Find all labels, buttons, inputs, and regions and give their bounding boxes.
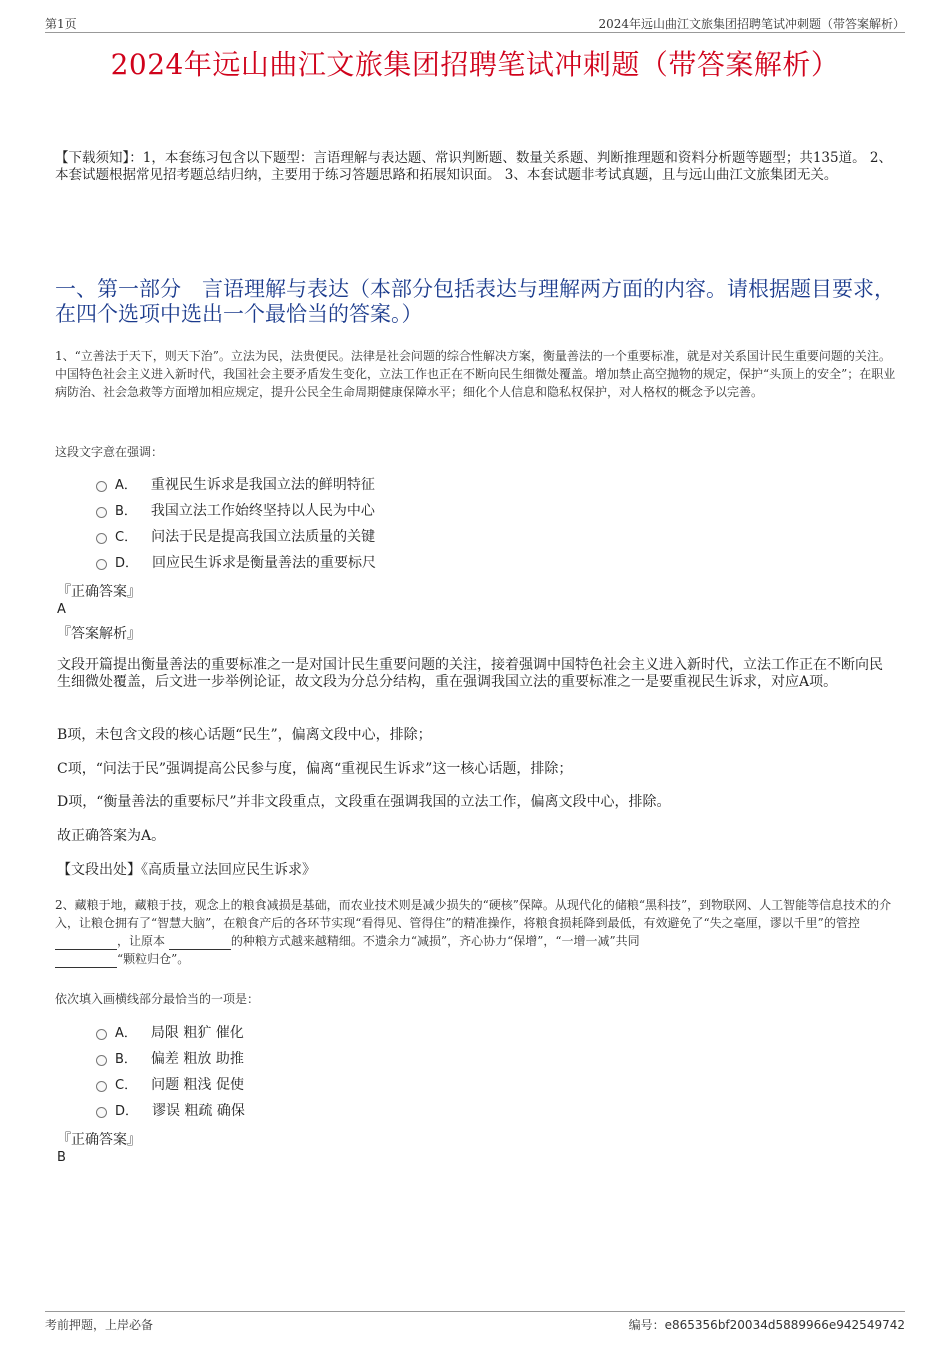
radio-icon[interactable]: [96, 1029, 107, 1040]
footer-slogan: 考前押题，上岸必备: [45, 1318, 154, 1332]
document-title: 2024年远山曲江文旅集团招聘笔试冲刺题（带答案解析）: [110, 48, 840, 81]
q1-analysis-paragraph: D项，“衡量善法的重要标尺”并非文段重点，文段重在强调我国的立法工作，偏离文段中心，排除。: [57, 794, 671, 810]
q1-analysis-paragraph: B项，未包含文段的核心话题“民生”，偏离文段中心，排除；: [57, 727, 432, 743]
footer-code: 编号：e865356bf20034d5889966e942549742: [628, 1318, 905, 1332]
fill-blank: [169, 937, 231, 950]
radio-icon[interactable]: [96, 559, 107, 570]
q2-option-a[interactable]: A． 局限 粗犷 催化: [96, 1023, 244, 1043]
q2-answer-value: B: [57, 1150, 66, 1165]
fill-blank: [55, 955, 117, 968]
radio-icon[interactable]: [96, 507, 107, 518]
q2-option-c[interactable]: C． 问题 粗浅 促使: [96, 1075, 244, 1095]
header-doc-title: 2024年远山曲江文旅集团招聘笔试冲刺题（带答案解析）: [598, 17, 905, 31]
q1-option-d[interactable]: D． 回应民生诉求是衡量善法的重要标尺: [96, 553, 376, 573]
q1-option-c[interactable]: C． 问法于民是提高我国立法质量的关键: [96, 527, 375, 547]
q1-answer-label: 『正确答案』: [57, 584, 141, 600]
q1-option-b[interactable]: B． 我国立法工作始终坚持以人民为中心: [96, 501, 375, 521]
q2-option-d[interactable]: D． 谬误 粗疏 确保: [96, 1101, 245, 1121]
q2-option-b[interactable]: B． 偏差 粗放 助推: [96, 1049, 244, 1069]
page-footer: [45, 1311, 905, 1334]
radio-icon[interactable]: [96, 1081, 107, 1092]
question-1-text: 1、“立善法于天下，则天下治”。立法为民，法贵便民。法律是社会问题的综合性解决方案，衡量善法的一个重要标准，就是对关系国计民生重要问题的关注。中国特色社会主义进入新时代，我国社会主要矛盾发生变化，立法工作也正在不断向民生细微处覆盖。增加禁止高空抛物的规定，保护“头顶上的安全”；在职业病防治、社会急救等方面增加相应规定，提升公民全生命周期健康保障水平；细化个人信息和隐私权保护，对人格权的概念予以完善。: [55, 349, 896, 399]
radio-icon[interactable]: [96, 1107, 107, 1118]
question-1-prompt: 这段文字意在强调：: [55, 445, 164, 459]
question-2-text: 2、藏粮于地，藏粮于技，观念上的粮食减损是基础，而农业技术则是减少损失的“硬核”保障。从现代化的储粮“黑科技”，到物联网、人工智能等信息技术的介入，让粮仓拥有了“智慧大脑”，在粮食产后的各环节实现“看得见、管得住”的精准操作，将粮食损耗降到最低，有效避免了“失之毫厘，谬以千里”的管控 ，让原本 的种粮方式越来越精细。不遗余力“减损”，齐心协力“保增”，“一增一减”共同 “颗粒归仓”。: [55, 898, 892, 966]
q1-source: 【文段出处】《高质量立法回应民生诉求》: [57, 862, 316, 878]
question-2-prompt: 依次填入画横线部分最恰当的一项是：: [55, 992, 260, 1006]
page-number: 第1页: [45, 17, 77, 31]
q1-analysis-paragraph: 故正确答案为A。: [57, 828, 166, 844]
radio-icon[interactable]: [96, 1055, 107, 1066]
q1-analysis-paragraph: C项，“问法于民”强调提高公民参与度，偏离“重视民生诉求”这一核心话题，排除；: [57, 761, 573, 777]
page-header: [45, 12, 905, 33]
q1-analysis-label: 『答案解析』: [57, 626, 141, 642]
download-notice: 【下载须知】：1，本套练习包含以下题型：言语理解与表达题、常识判断题、数量关系题、判断推理题和资料分析题等题型；共135道。 2、本套试题根据常见招考题总结归纳，主要用于练习答题思路和拓展知识面。 3、本套试题非考试真题，且与远山曲江文旅集团无关。: [55, 150, 892, 183]
fill-blank: [55, 937, 117, 950]
q1-answer-value: A: [57, 602, 66, 617]
radio-icon[interactable]: [96, 533, 107, 544]
q1-option-a[interactable]: A． 重视民生诉求是我国立法的鲜明特征: [96, 475, 375, 495]
radio-icon[interactable]: [96, 481, 107, 492]
q1-analysis-paragraph: 文段开篇提出衡量善法的重要标准之一是对国计民生重要问题的关注，接着强调中国特色社会主义进入新时代，立法工作正在不断向民生细微处覆盖，后文进一步举例论证，故文段为分总分结构，重在强调我国立法的重要标准之一是要重视民生诉求，对应A项。: [57, 657, 883, 690]
section-title: 一、第一部分 言语理解与表达（本部分包括表达与理解两方面的内容。请根据题目要求，在四个选项中选出一个最恰当的答案。）: [55, 277, 895, 326]
q2-answer-label: 『正确答案』: [57, 1132, 141, 1148]
